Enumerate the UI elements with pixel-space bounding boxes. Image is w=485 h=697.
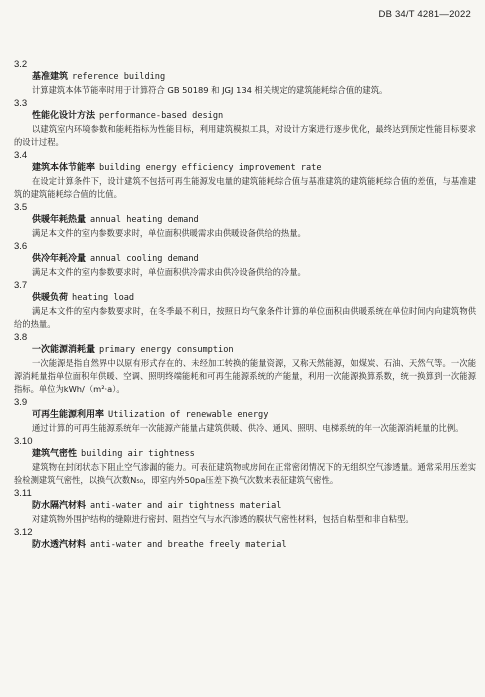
term-english: building air tightness (81, 449, 195, 459)
term-heading (14, 110, 476, 123)
term-heading (14, 448, 476, 461)
term-definition: 满足本文件的室内参数要求时，单位面积供暖需求由供暖设备供给的热量。 (32, 228, 306, 238)
clause-number: 3.6 (14, 241, 28, 252)
term-entry (14, 279, 476, 331)
term-heading (14, 214, 476, 227)
clause-number: 3.9 (14, 397, 28, 408)
clause-number: 3.7 (14, 280, 28, 291)
term-english: heating load (72, 293, 135, 303)
term-entry (14, 487, 476, 526)
term-definition: 满足本文件的室内参数要求时，单位面积供冷需求由供冷设备供给的冷量。 (32, 267, 306, 277)
term-chinese: 可再生能源利用率 (32, 410, 105, 420)
term-definition: 计算建筑本体节能率时用于计算符合 GB 50189 和 JGJ 134 相关规定的建筑能耗综合值的建筑。 (32, 85, 388, 95)
term-chinese: 供暖负荷 (32, 293, 69, 303)
term-definition: 建筑物在封闭状态下阻止空气渗漏的能力。可表征建筑物或房间在正常密闭情况下的无组织空气渗透量。通常采用压差实验检测建筑气密性，以换气次数N₅₀，即室内外50pa压差下换气次数来表征建筑气密性。 (14, 462, 476, 485)
clause-number: 3.5 (14, 202, 28, 213)
term-english: primary energy consumption (99, 345, 234, 355)
term-definition: 满足本文件的室内参数要求时，在冬季最不利日，按照日均气象条件计算的单位面积由供暖系统在单位时间内向建筑物供给的热量。 (14, 306, 476, 329)
terms-section (14, 58, 476, 552)
term-chinese: 基准建筑 (32, 72, 69, 82)
clause-number: 3.4 (14, 150, 28, 161)
clause-number: 3.2 (14, 59, 28, 70)
term-chinese: 防水透汽材料 (32, 540, 87, 550)
clause-number: 3.10 (14, 436, 33, 447)
term-heading (14, 162, 476, 175)
term-english: annual heating demand (90, 215, 199, 225)
term-heading (14, 71, 476, 84)
term-heading (14, 253, 476, 266)
term-chinese: 性能化设计方法 (32, 111, 96, 121)
term-entry (14, 201, 476, 240)
clause-number: 3.8 (14, 332, 28, 343)
term-english: annual cooling demand (90, 254, 199, 264)
term-english: anti-water and breathe freely material (90, 540, 287, 550)
term-chinese: 供暖年耗热量 (32, 215, 87, 225)
term-entry (14, 331, 476, 396)
term-chinese: 供冷年耗冷量 (32, 254, 87, 264)
term-definition: 通过计算的可再生能源系统年一次能源产能量占建筑供暖、供冷、通风、照明、电梯系统的年一次能源消耗量的比例。 (32, 423, 464, 433)
term-entry (14, 435, 476, 487)
clause-number: 3.3 (14, 98, 28, 109)
term-definition: 在设定计算条件下，设计建筑不包括可再生能源发电量的建筑能耗综合值与基准建筑的建筑能耗综合值的差值，与基准建筑的建筑能耗综合值的比值。 (14, 176, 476, 199)
term-heading (14, 409, 476, 422)
term-entry (14, 396, 476, 435)
term-entry (14, 149, 476, 201)
term-entry (14, 97, 476, 149)
term-english: performance-based design (99, 111, 224, 121)
term-heading (14, 500, 476, 513)
term-entry (14, 58, 476, 97)
term-heading (14, 292, 476, 305)
term-english: anti-water and air tightness material (90, 501, 282, 511)
term-entry (14, 240, 476, 279)
term-definition: 对建筑物外围护结构的缝隙进行密封、阻挡空气与水汽渗透的膜状气密性材料，包括自粘型和非自粘型。 (32, 514, 414, 524)
term-chinese: 建筑本体节能率 (32, 163, 96, 173)
term-chinese: 建筑气密性 (32, 449, 78, 459)
term-definition: 以建筑室内环境参数和能耗指标为性能目标，利用建筑模拟工具，对设计方案进行逐步优化，最终达到预定性能目标要求的设计过程。 (14, 124, 476, 147)
term-chinese: 防水隔汽材料 (32, 501, 87, 511)
term-english: reference building (72, 72, 166, 82)
term-entry (14, 526, 476, 552)
term-heading (14, 539, 476, 552)
term-english: Utilization of renewable energy (108, 410, 269, 420)
term-chinese: 一次能源消耗量 (32, 345, 96, 355)
term-heading (14, 344, 476, 357)
clause-number: 3.11 (14, 488, 32, 499)
clause-number: 3.12 (14, 527, 33, 538)
standard-code-header: DB 34/T 4281—2022 (378, 9, 471, 20)
term-english: building energy efficiency improvement rate (99, 163, 322, 173)
term-definition: 一次能源是指自然界中以原有形式存在的、未经加工转换的能量资源，又称天然能源，如煤炭、石油、天然气等。一次能源消耗量指单位面积年供暖、空调、照明终端能耗和可再生能源系统的产能量，利用一次能源换算系数，统一换算到一次能源指标。单位为kWh/（m²·a）。 (14, 358, 476, 394)
